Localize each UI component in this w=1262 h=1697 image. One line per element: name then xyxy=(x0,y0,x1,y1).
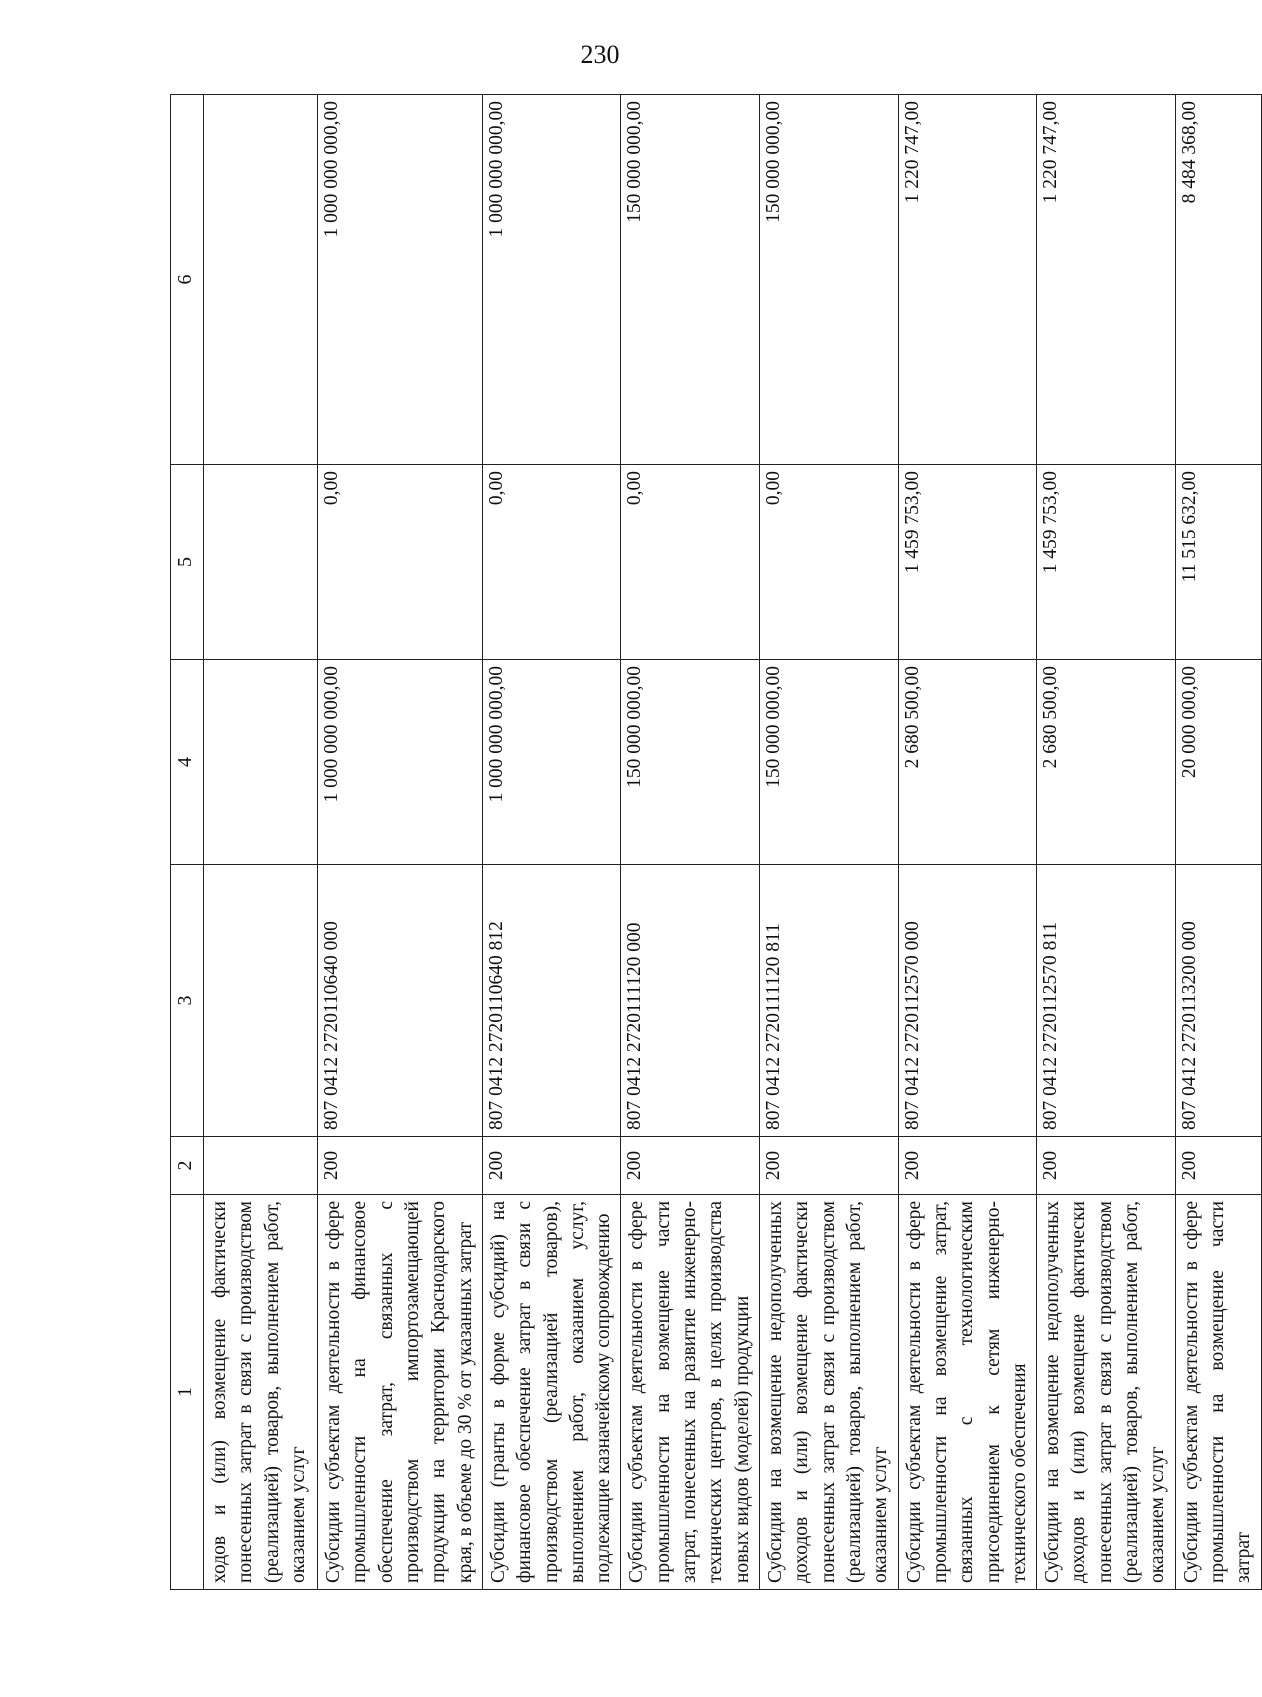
row-col4: 150 000 000,00 xyxy=(621,660,760,865)
row-description: Субсидии субъектам деятельности в сфере промышленности на финансовое обеспечение затрат, связанных с производством импортозамещающей продукции на территории Краснодарского края, в объеме до 30 % от указанных затрат xyxy=(318,1195,483,1590)
row-col6: 1 000 000 000,00 xyxy=(482,95,621,465)
header-cell: 6 xyxy=(171,95,204,465)
row-col2: 200 xyxy=(1037,1137,1176,1195)
header-cell: 2 xyxy=(171,1137,204,1195)
row-col6: 1 000 000 000,00 xyxy=(318,95,483,465)
row-code: 807 0412 2720112570 000 xyxy=(898,865,1037,1137)
header-cell: 5 xyxy=(171,465,204,660)
row-code: 807 0412 2720113200 000 xyxy=(1175,865,1261,1137)
budget-table xyxy=(170,94,1262,1590)
row-description: Субсидии (гранты в форме субсидий) на финансовое обеспечение затрат в связи с производством (реализацией товаров), выполнением работ, оказанием услуг, подлежащие казначейскому сопровождению xyxy=(482,1195,621,1590)
row-col4: 150 000 000,00 xyxy=(760,660,899,865)
row-description: Субсидии на возмещение недополученных доходов и (или) возмещение фактически понесенных затрат в связи с производством (реализацией) товаров, выполнением работ, оказанием услуг xyxy=(1037,1195,1176,1590)
row-col5: 0,00 xyxy=(482,465,621,660)
table-row xyxy=(204,95,318,1590)
table-row xyxy=(318,95,483,1590)
row-description: Субсидии субъектам деятельности в сфере промышленности на возмещение затрат, связанных с технологическим присоединением к сетям инженерно-технического обеспечения xyxy=(898,1195,1037,1590)
table-header-row xyxy=(171,95,204,1590)
table-row xyxy=(898,95,1037,1590)
row-description: ходов и (или) возмещение фактически понесенных затрат в связи с производством (реализацией) товаров, выполнением работ, оказанием услуг xyxy=(204,1195,318,1590)
row-col5: 0,00 xyxy=(318,465,483,660)
row-code: 807 0412 2720110640 812 xyxy=(482,865,621,1137)
row-col4 xyxy=(204,660,318,865)
page-number: 230 xyxy=(580,40,620,69)
row-col6 xyxy=(204,95,318,465)
table-row xyxy=(621,95,760,1590)
row-col6: 1 220 747,00 xyxy=(898,95,1037,465)
row-col4: 2 680 500,00 xyxy=(1037,660,1176,865)
row-col2: 200 xyxy=(1175,1137,1261,1195)
header-cell: 3 xyxy=(171,865,204,1137)
row-col2 xyxy=(204,1137,318,1195)
rotated-table-container xyxy=(170,95,1255,1590)
row-col4: 2 680 500,00 xyxy=(898,660,1037,865)
row-col5: 1 459 753,00 xyxy=(1037,465,1176,660)
row-col2: 200 xyxy=(621,1137,760,1195)
row-col4: 1 000 000 000,00 xyxy=(318,660,483,865)
row-col2: 200 xyxy=(482,1137,621,1195)
row-col2: 200 xyxy=(318,1137,483,1195)
row-code: 807 0412 2720112570 811 xyxy=(1037,865,1176,1137)
row-col2: 200 xyxy=(898,1137,1037,1195)
table-row xyxy=(1175,95,1261,1590)
row-description: Субсидии на возмещение недополученных доходов и (или) возмещение фактически понесенных затрат в связи с производством (реализацией) товаров, выполнением работ, оказанием услуг xyxy=(760,1195,899,1590)
row-col5: 11 515 632,00 xyxy=(1175,465,1261,660)
row-description: Субсидии субъектам деятельности в сфере промышленности на возмещение части затрат xyxy=(1175,1195,1261,1590)
row-col4: 20 000 000,00 xyxy=(1175,660,1261,865)
row-code: 807 0412 2720111120 811 xyxy=(760,865,899,1137)
row-col4: 1 000 000 000,00 xyxy=(482,660,621,865)
row-col5: 0,00 xyxy=(760,465,899,660)
row-col6: 8 484 368,00 xyxy=(1175,95,1261,465)
table-row xyxy=(760,95,899,1590)
row-description: Субсидии субъектам деятельности в сфере промышленности на возмещение части затрат, понесенных на развитие инженерно-технических центров, в целях производства новых видов (моделей) продукции xyxy=(621,1195,760,1590)
table-row xyxy=(482,95,621,1590)
row-col5: 1 459 753,00 xyxy=(898,465,1037,660)
row-col2: 200 xyxy=(760,1137,899,1195)
header-cell: 4 xyxy=(171,660,204,865)
row-code xyxy=(204,865,318,1137)
header-cell: 1 xyxy=(171,1195,204,1590)
row-col6: 1 220 747,00 xyxy=(1037,95,1176,465)
row-code: 807 0412 2720110640 000 xyxy=(318,865,483,1137)
row-col5 xyxy=(204,465,318,660)
row-col6: 150 000 000,00 xyxy=(760,95,899,465)
row-col6: 150 000 000,00 xyxy=(621,95,760,465)
table-row xyxy=(1037,95,1176,1590)
row-code: 807 0412 2720111120 000 xyxy=(621,865,760,1137)
row-col5: 0,00 xyxy=(621,465,760,660)
